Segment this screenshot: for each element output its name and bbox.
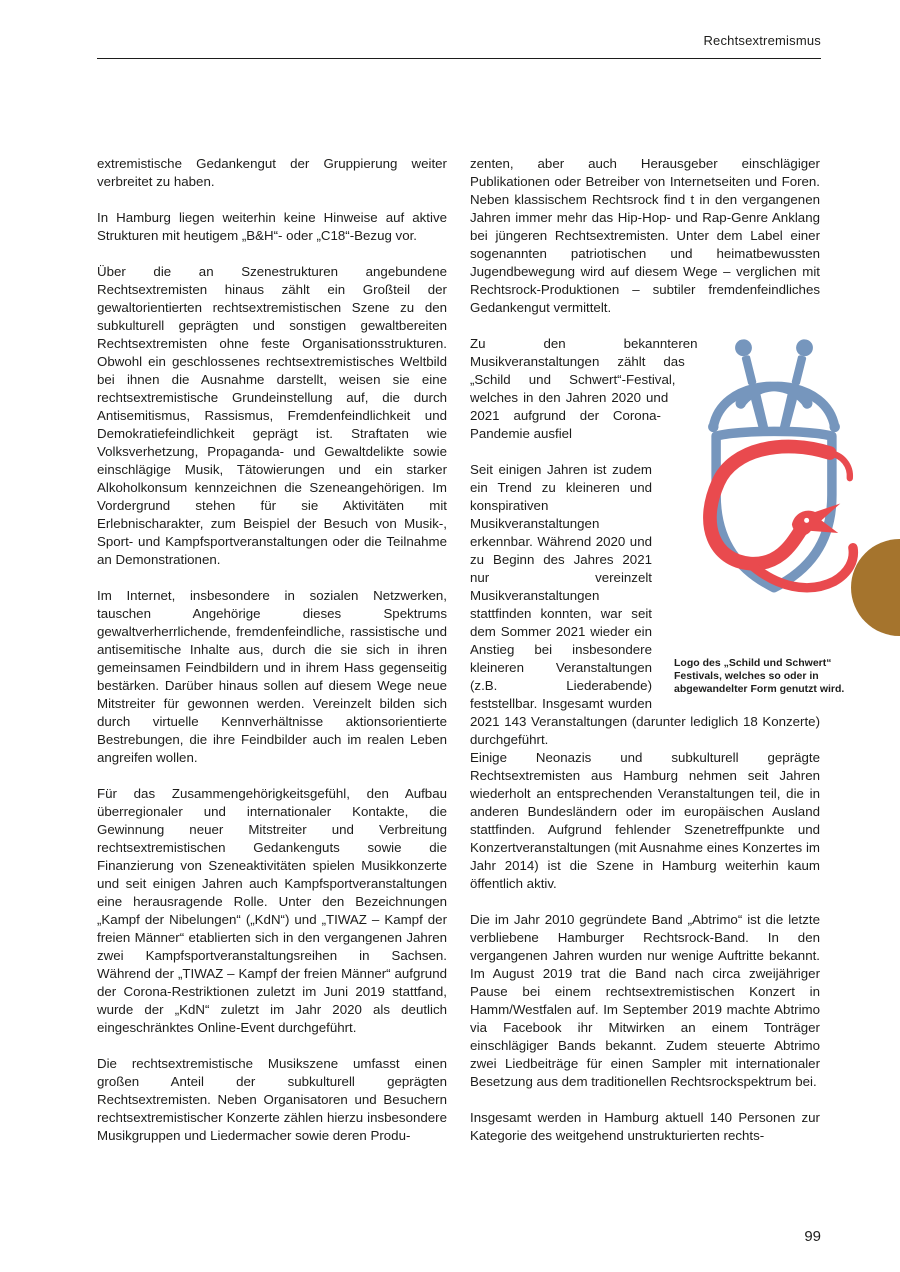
two-column-text — [97, 155, 845, 1145]
page-number: 99 — [804, 1228, 821, 1245]
paragraph: Insgesamt werden in Hamburg aktuell 140 Personen zur Kategorie des weitgehend unstrukturierten rechts- — [470, 1110, 820, 1143]
running-header: Rechtsextremismus — [703, 33, 821, 48]
paragraph: Die rechtsextremistische Musikszene umfasst einen großen Anteil der subkulturell geprägten Rechtsextremisten. Neben Organisatoren und Besuchern rechtsextremistischer Konzerte zählen hierzu insbesondere Musikgruppen und Liedermacher sowie deren Produ- — [97, 1056, 447, 1143]
left-column — [97, 155, 447, 1145]
paragraph: Für das Zusammengehörigkeitsgefühl, den Aufbau überregionaler und internationaler Kontakte, die Gewinnung neuer Mitstreiter und Verbreitung rechtsextremistischen Gedankenguts sowie die Finanzierung von Szeneaktivitäten spielen Musikkonzerte und seit einigen Jahren auch Kampfsportveranstaltungen eine herausragende Rolle. Unter den Bezeichnungen „Kampf der Nibelungen“ („KdN“) und „TIWAZ – Kampf der freien Männer“ etablierten sich in den vergangenen Jahren zwei Kampfsportveranstaltungsreihen in Sachsen. Während der „TIWAZ – Kampf der freien Männer“ aufgrund der Corona-Restriktionen zuletzt im Juni 2019 stattfand, wurde der „KdN“ zuletzt im Jahr 2020 als deutlich eingeschränktes Online-Event durchgeführt. — [97, 786, 447, 1035]
logo-text-wrap-zone — [470, 335, 845, 749]
paragraph: zenten, aber auch Herausgeber einschlägiger Publikationen oder Betreiber von Internetseiten und Foren. Neben klassischem Rechtsrock find t in den vergangenen Jahren immer mehr das Hip-Hop- und Rap-Genre Anklang bei jüngeren Rechtsextremisten. Unter dem Label einer sogenannten patriotischen und heimatbewussten Jugendbewegung wird auf diesem Wege – verglichen mit Rechtsrock-Produktionen – subtiler fremdenfeindliches Gedankengut vermittelt. — [470, 156, 820, 315]
festival-logo-figure — [662, 335, 845, 696]
paragraph: extremistische Gedankengut der Gruppierung weiter verbreitet zu haben. — [97, 156, 447, 189]
paragraph: Seit einigen Jahren ist zudem ein Trend zu kleineren und konspirativen Musikveranstaltungen erkennbar. Während 2020 und zu Beginn des Jahres 2021 nur vereinzelt Musikveranstaltungen stattfinden konnten, war seit dem Sommer 2021 wieder ein Anstieg bei insbesondere kleineren Veranstaltungen (z.B. Liederabende) feststellbar. Insgesamt wurden 2021 143 Veranstaltungen (darunter lediglich 18 Konzerte) durchgeführt. — [470, 462, 820, 747]
paragraph: Im Internet, insbesondere in sozialen Netzwerken, tauschen Angehörige dieses Spektrums gewaltverherrlichende, fremdenfeindliche, rassistische und antisemitische Inhalte aus, durch die sie sich in ihren gemeinsamen Feindbildern und in ihrem Hass gegenseitig bestärken. Darüber hinaus sollen auf diesem Wege neue Mitstreiter für gewonnen werden. Vereinzelt bilden sich durch virtuelle Kennverhältnisse aktionsorientierte Bestrebungen, die ihre Feindbilder auch im realen Leben angreifen wollen. — [97, 588, 447, 765]
header-rule — [97, 58, 821, 59]
festival-logo-image — [674, 335, 874, 651]
paragraph: In Hamburg liegen weiterhin keine Hinweise auf aktive Strukturen mit heutigem „B&H“- oder „C18“-Bezug vor. — [97, 210, 447, 243]
paragraph: Über die an Szenestrukturen angebundene Rechtsextremisten hinaus zählt ein Großteil der gewaltorientierten rechtsextremistischen Szene zu den subkulturell geprägten und sonstigen gewaltbereiten Rechtsextremisten ohne feste Organisationsstrukturen. Obwohl ein geschlossenes rechtsextremistisches Weltbild bei ihnen die Ausnahme darstellt, weisen sie eine rechtsextremistische Grundeinstellung auf, die durch Antisemitismus, Rassismus, Fremdenfeindlichkeit und Demokratiefeindlichkeit geprägt ist. Straftaten wie Volksverhetzung, Propaganda- und Gewaltdelikte sowie einschlägige Musik, Tätowierungen und ein starker Alkoholkonsum kennzeichnen die Szeneangehörigen. Im Vordergrund stehen für sie Aktivitäten mit Erlebnischarakter, zum Beispiel der Besuch von Musik-, Sport- und Kampfsportveranstaltungen oder die Teilnahme an Demonstrationen. — [97, 264, 447, 567]
right-column — [470, 155, 845, 1145]
paragraph: Zu den bekannteren Musikveranstaltungen zählt das „Schild und Schwert“-Festival, welches in den Jahren 2020 und 2021 aufgrund der Corona-Pandemie ausfiel — [470, 336, 698, 441]
paragraph: Einige Neonazis und subkulturell geprägte Rechtsextremisten aus Hamburg nehmen seit Jahren wiederholt an entsprechenden Veranstaltungen teil, die in anderen Bundesländern oder im europäischen Ausland stattfinden. Aufgrund fehlender Szenetreffpunkte und Konzertveranstaltungen (mit Ausnahme eines Konzertes im Jahr 2014) ist die Szene in Hamburg weiterhin kaum öffentlich aktiv. — [470, 750, 820, 891]
paragraph: Die im Jahr 2010 gegründete Band „Abtrimo“ ist die letzte verbliebene Hamburger Rechtsrock-Band. In den vergangenen Jahren wurden nur wenige Auftritte bekannt. Im August 2019 trat die Band nach circa zweijähriger Pause bei einem rechtsextremistischen Konzert in Hamm/Westfalen auf. Im September 2019 machte Abtrimo via Facebook ihr Mitwirken an einem Tonträger einschlägiger Bands bekannt. Zudem steuerte Abtrimo zwei Liedbeiträge für einen Sampler mit internationaler Besetzung aus dem traditionellen Rechtsrockspektrum bei. — [470, 912, 820, 1089]
logo-caption: Logo des „Schild und Schwert“ Festivals, welches so oder in abgewandelter Form genutzt wird. — [674, 657, 845, 695]
